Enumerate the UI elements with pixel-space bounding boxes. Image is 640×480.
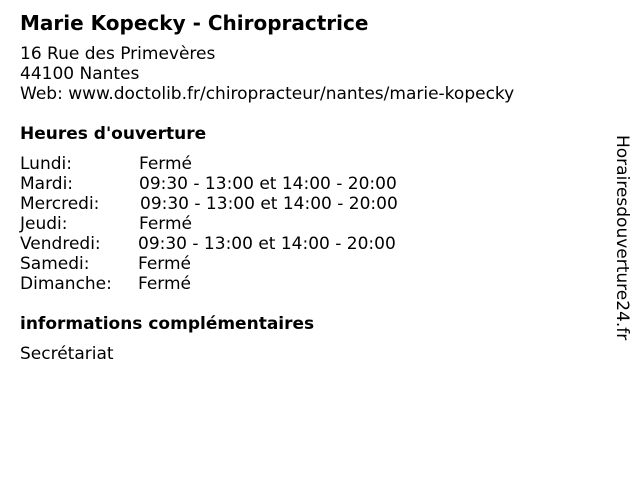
info-text: Secrétariat: [20, 344, 114, 364]
address-city: 44100 Nantes: [20, 64, 140, 84]
day-hours: Fermé: [138, 254, 192, 274]
day-hours: Fermé: [139, 154, 193, 174]
day-hours: 09:30 - 13:00 et 14:00 - 20:00: [140, 194, 398, 214]
info-heading: informations complémentaires: [20, 314, 315, 334]
hours-heading: Heures d'ouverture: [20, 124, 207, 144]
day-hours: Fermé: [138, 274, 192, 294]
day-label: Mardi:: [20, 174, 74, 194]
day-label: Jeudi:: [20, 214, 68, 234]
page-title: Marie Kopecky - Chiropractrice: [20, 11, 369, 35]
day-hours: 09:30 - 13:00 et 14:00 - 20:00: [139, 174, 397, 194]
day-label: Mercredi:: [20, 194, 100, 214]
day-label: Samedi:: [20, 254, 90, 274]
address-block: [20, 44, 514, 104]
day-label: Vendredi:: [20, 234, 101, 254]
address-street: 16 Rue des Primevères: [20, 44, 216, 64]
address-web: Web: www.doctolib.fr/chiropracteur/nantes/marie-kopecky: [20, 84, 515, 104]
day-hours: 09:30 - 13:00 et 14:00 - 20:00: [138, 234, 396, 254]
day-label: Dimanche:: [20, 274, 112, 294]
watermark-text: Horairesdouverture24.fr: [612, 135, 632, 341]
day-label: Lundi:: [20, 154, 72, 174]
day-hours: Fermé: [139, 214, 193, 234]
